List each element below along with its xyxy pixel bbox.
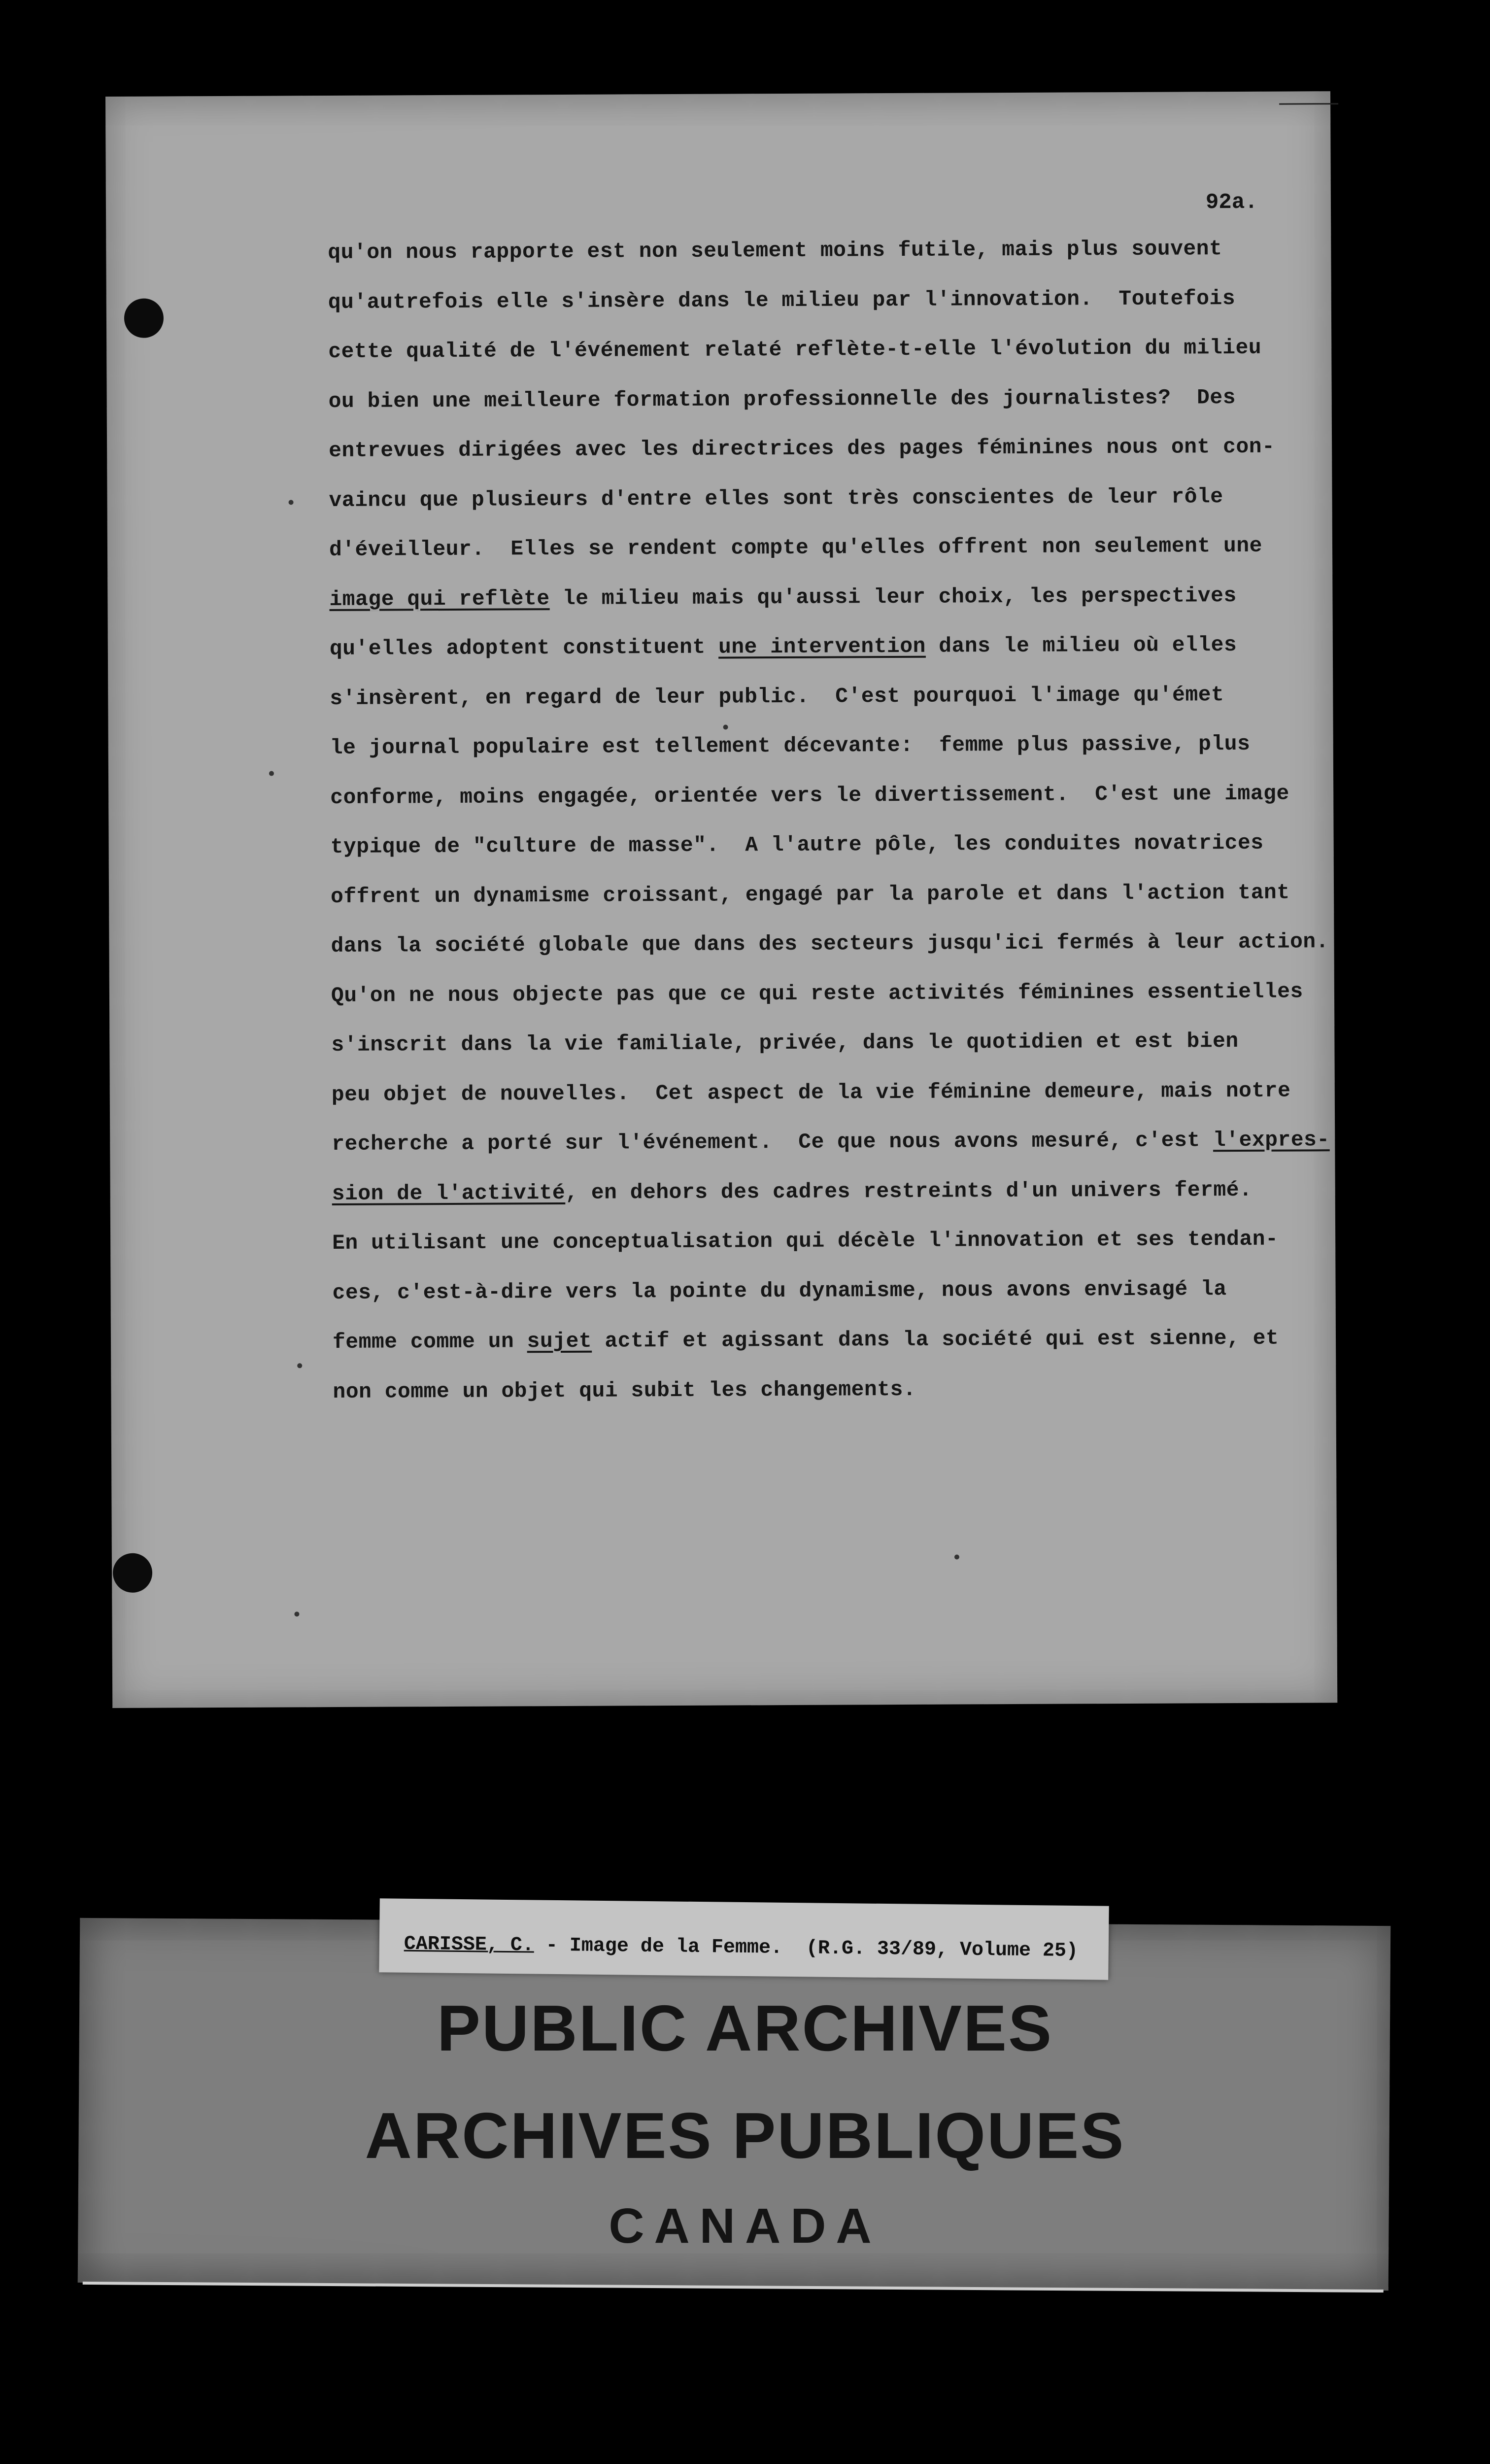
punch-hole [113,1553,152,1593]
text-segment: dans le milieu où elles [939,632,1237,658]
text-line: entrevues dirigées avec les directrices des pages féminines nous ont con- [329,434,1275,463]
stamp-rule [83,2282,1384,2293]
text-line: qu'on nous rapporte est non seulement moins futile, mais plus souvent [328,237,1222,265]
dust-speck [294,1611,299,1616]
dust-speck [297,1363,302,1368]
text-segment: actif et agissant dans la société qui est sienne, et [605,1326,1279,1353]
text-segment: qu'elles adoptent constituent [329,635,719,661]
underlined-phrase: sujet [527,1329,592,1354]
text-segment: , en dehors des cadres restreints d'un univers fermé. [565,1177,1253,1205]
text-line: d'éveilleur. Elles se rendent compte qu'elles offrent non seulement une [329,533,1263,562]
text-line [330,632,1295,686]
text-line: En utilisant une conceptualisation qui décèle l'innovation et ses tendan- [332,1227,1279,1256]
citation-label [379,1898,1109,1980]
underlined-phrase: une intervention [718,634,926,659]
document-page [105,91,1337,1708]
underlined-phrase: image qui reflète [329,586,550,612]
stamp-line-country: CANADA [609,2198,881,2254]
text-line [332,1177,1298,1231]
citation-author: CARISSE, C. [404,1933,535,1957]
text-segment: le milieu mais qu'aussi leur choix, les perspectives [562,583,1237,611]
dust-speck [723,724,728,729]
text-line: conforme, moins engagée, orientée vers le divertissement. C'est une image [330,781,1289,810]
text-line [333,1326,1298,1379]
dust-speck [269,771,274,776]
text-segment: femme comme un [332,1329,527,1355]
typed-text-body [328,236,1330,1429]
dust-speck [289,500,294,505]
stamp-line-french: ARCHIVES PUBLIQUES [365,2099,1125,2172]
text-line: qu'autrefois elle s'insère dans le milieu par l'innovation. Toutefois [328,286,1236,314]
punch-hole [124,298,164,338]
text-line: s'insèrent, en regard de leur public. C'est pourquoi l'image qu'émet [330,682,1224,711]
text-line: Qu'on ne nous objecte pas que ce qui reste activités féminines essentielles [331,979,1303,1008]
text-line: vaincu que plusieurs d'entre elles sont très conscientes de leur rôle [329,484,1223,513]
text-line: cette qualité de l'événement relaté reflète-t-elle l'évolution du milieu [328,335,1262,364]
stamp-line-english: PUBLIC ARCHIVES [437,1992,1053,2064]
underlined-phrase: sion de l'activité [332,1180,566,1206]
text-line [332,1128,1330,1181]
text-line: s'inscrit dans la vie familiale, privée, dans le quotidien et est bien [331,1028,1239,1058]
text-line: ces, c'est-à-dire vers la pointe du dynamisme, nous avons envisagé la [332,1276,1227,1305]
text-line: offrent un dynamisme croissant, engagé par la parole et dans l'action tant [330,880,1290,909]
page-number: 92a. [1205,190,1258,215]
citation-details: - Image de la Femme. (R.G. 33/89, Volume 25) [534,1934,1079,1963]
text-line [329,583,1295,637]
dust-speck [954,1554,959,1559]
text-segment: recherche a porté sur l'événement. Ce que nous avons mesuré, c'est [332,1128,1214,1157]
text-line: ou bien une meilleure formation professionnelle des journalistes? Des [328,385,1236,413]
text-line: non comme un objet qui subit les changements. [333,1377,916,1404]
underlined-phrase: l'expres- [1213,1128,1330,1153]
text-line: dans la société globale que dans des secteurs jusqu'ici fermés à leur action. [331,929,1329,958]
text-line: le journal populaire est tellement décevante: femme plus passive, plus [330,731,1251,760]
citation-text [404,1933,1079,1962]
text-line: typique de "culture de masse". A l'autre pôle, les conduites novatrices [330,830,1264,859]
page-corner-fold [1279,103,1338,112]
text-line: peu objet de nouvelles. Cet aspect de la vie féminine demeure, mais notre [331,1078,1291,1107]
